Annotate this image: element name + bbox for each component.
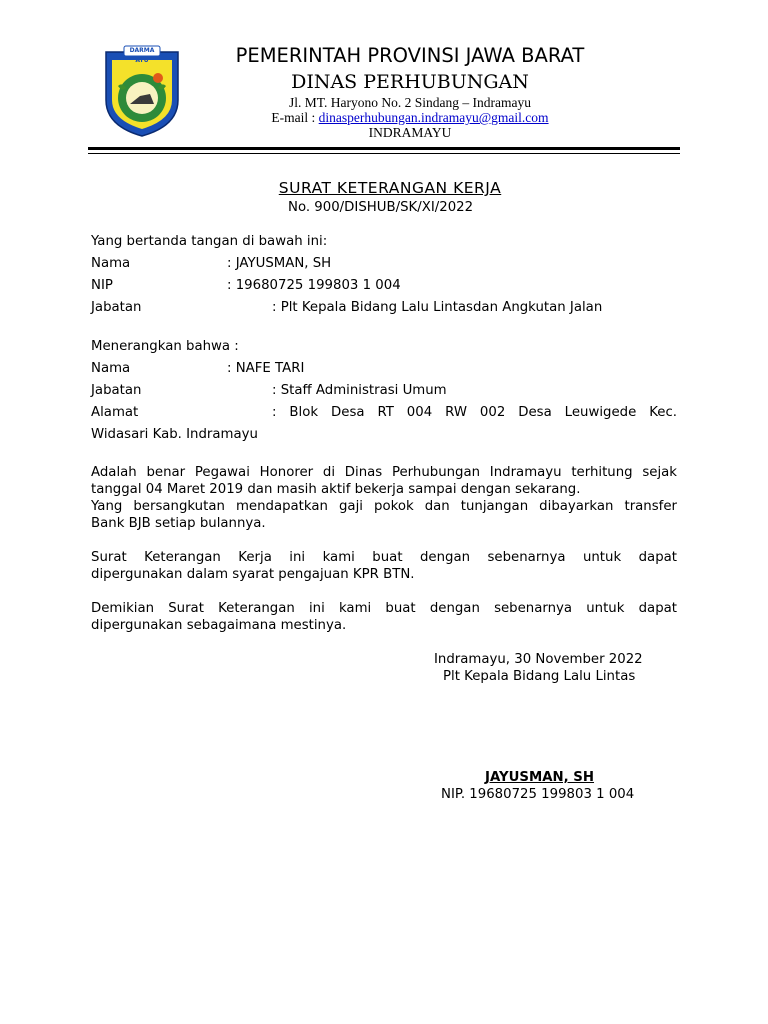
employee-address-value: : Blok Desa RT 004 RW 002 Desa Leuwigede Kec. [272, 405, 677, 420]
paragraph-purpose: Surat Keterangan Kerja ini kami buat dengan sebenarnya untuk dapat dipergunakan dalam syarat pengajuan KPR BTN. [91, 550, 677, 582]
signature-position: Plt Kepala Bidang Lalu Lintas [443, 669, 636, 684]
declares-text: Menerangkan bahwa : [91, 339, 239, 354]
employee-name-value: : NAFE TARI [227, 361, 305, 376]
logo-ribbon-text: DARMA AYU [129, 47, 155, 64]
employee-address-label: Alamat [91, 405, 139, 420]
header-agency: DINAS PERHUBUNGAN [291, 71, 529, 93]
signer-nip-label: NIP [91, 278, 113, 293]
signer-position-value: : Plt Kepala Bidang Lalu Lintasdan Angkutan Jalan [272, 300, 603, 315]
header-address: Jl. MT. Haryono No. 2 Sindang – Indramayu [289, 95, 531, 110]
signer-name-value: : JAYUSMAN, SH [227, 256, 332, 271]
paragraph-employment-statement: Adalah benar Pegawai Honorer di Dinas Perhubungan Indramayu terhitung sejak tanggal 04 Maret 2019 dan masih aktif bekerja sampai dengan sekarang. Yang bersangkutan mendapatkan gaji pokok dan tunjangan dibayarkan transfer Bank BJB setiap bulannya. [91, 465, 677, 531]
signer-nip-value: : 19680725 199803 1 004 [227, 278, 401, 293]
header-government: PEMERINTAH PROVINSI JAWA BARAT [235, 44, 585, 67]
signature-place-date: Indramayu, 30 November 2022 [434, 652, 643, 667]
header-city: INDRAMAYU [368, 125, 452, 140]
paragraph-closing: Demikian Surat Keterangan ini kami buat dengan sebenarnya untuk dapat dipergunakan sebagaimana mestinya. [91, 601, 677, 633]
email-label: E-mail : [271, 110, 319, 125]
email-link[interactable]: dinasperhubungan.indramayu@gmail.com [318, 110, 549, 125]
employee-address-continued: Widasari Kab. Indramayu [91, 427, 258, 442]
document-number: No. 900/DISHUB/SK/XI/2022 [288, 200, 474, 215]
signer-name-label: Nama [91, 256, 131, 271]
dinas-logo [100, 42, 184, 138]
header-divider-thin [88, 153, 680, 154]
employee-name-label: Nama [91, 361, 131, 376]
intro-text: Yang bertanda tangan di bawah ini: [91, 234, 328, 249]
signer-position-label: Jabatan [91, 300, 142, 315]
document-title: SURAT KETERANGAN KERJA [278, 179, 502, 197]
employee-position-value: : Staff Administrasi Umum [272, 383, 447, 398]
employee-position-label: Jabatan [91, 383, 142, 398]
signature-name: JAYUSMAN, SH [485, 770, 595, 785]
header-divider-thick [88, 147, 680, 150]
signature-nip: NIP. 19680725 199803 1 004 [441, 787, 635, 802]
